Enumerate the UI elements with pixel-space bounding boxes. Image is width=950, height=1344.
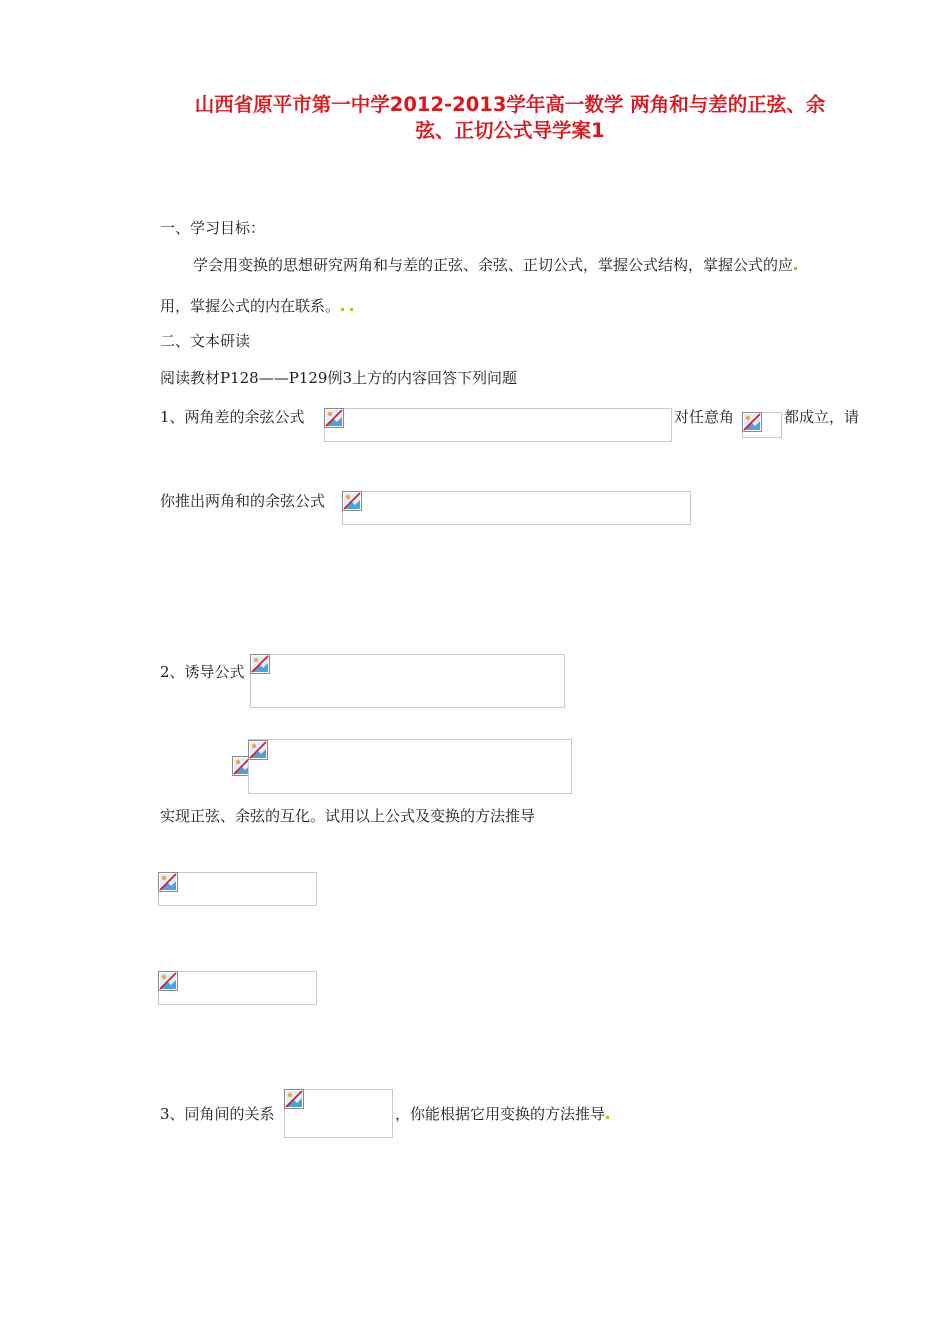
q2-text: 实现正弦、余弦的互化。试用以上公式及变换的方法推导 <box>160 807 536 825</box>
section-1-paragraph-line-2 <box>160 296 353 316</box>
broken-image-icon <box>284 1089 304 1109</box>
section-2-intro: 阅读教材P128——P129例3上方的内容回答下列问题 <box>160 369 517 387</box>
broken-image-icon <box>342 491 362 511</box>
title-line-1: 山西省原平市第一中学2012-2013学年高一数学 两角和与差的正弦、余 <box>194 93 826 116</box>
formula-placeholder-cos-difference <box>324 408 672 442</box>
formula-placeholder-derive-2 <box>158 971 317 1005</box>
revision-mark <box>350 308 353 311</box>
broken-image-icon <box>158 971 178 991</box>
broken-image-icon <box>742 412 762 432</box>
q2-prefix: 2、诱导公式 <box>160 663 245 681</box>
q3-suffix-line <box>395 1104 609 1124</box>
revision-mark <box>341 308 344 311</box>
formula-placeholder-derive-1 <box>158 872 317 906</box>
section-2-heading: 二、文本研读 <box>160 332 251 350</box>
broken-image-icon <box>158 872 178 892</box>
revision-mark <box>606 1116 609 1119</box>
broken-image-icon <box>248 740 268 760</box>
objective-text-1: 学会用变换的思想研究两角和与差的正弦、余弦、正切公式，掌握公式结构，掌握公式的应 <box>193 256 794 274</box>
formula-placeholder-induction-2 <box>248 739 572 794</box>
broken-image-icon <box>250 654 270 674</box>
title-line-2: 弦、正切公式导学案1 <box>415 119 605 142</box>
q1-mid: 对任意角 <box>674 408 735 426</box>
section-1-heading: 一、学习目标： <box>160 219 266 237</box>
revision-mark <box>794 267 797 270</box>
objective-text-2: 用，掌握公式的内在联系。 <box>160 297 341 315</box>
section-1-paragraph-line-1 <box>193 255 797 275</box>
formula-placeholder-cos-sum <box>342 491 691 525</box>
q1-line-2: 你推出两角和的余弦公式 <box>160 492 326 510</box>
q1-suffix: 都成立，请 <box>784 408 860 426</box>
q3-suffix: ，你能根据它用变换的方法推导 <box>395 1105 606 1123</box>
formula-placeholder-induction-1 <box>250 654 565 708</box>
q3-prefix: 3、同角间的关系 <box>160 1105 275 1123</box>
broken-image-icon <box>324 408 344 428</box>
q1-prefix: 1、两角差的余弦公式 <box>160 408 305 426</box>
